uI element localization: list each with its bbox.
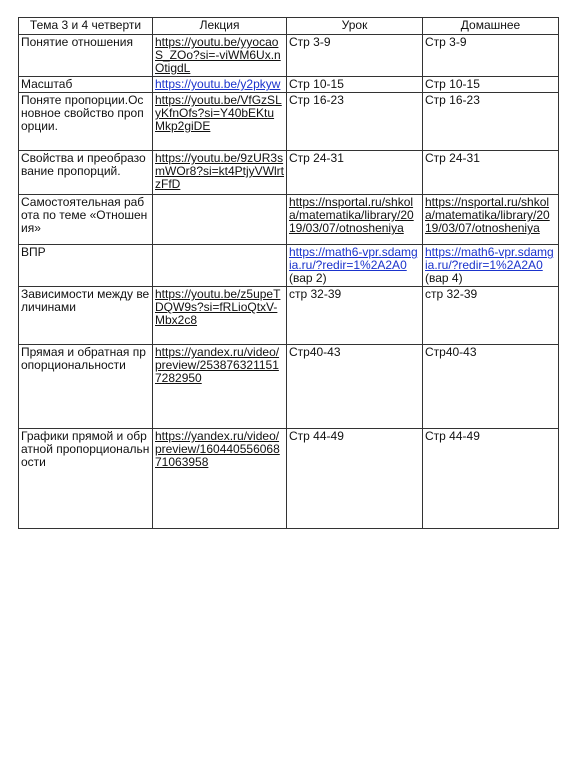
homework-cell: Стр 10-15 — [423, 77, 559, 93]
table-row — [19, 195, 559, 245]
lecture-cell — [153, 345, 287, 429]
lecture-cell — [153, 245, 287, 287]
topic-cell: Графики прямой и обратной пропорциональности — [19, 429, 153, 529]
topic-cell: Понятие отношения — [19, 35, 153, 77]
lecture-cell — [153, 93, 287, 151]
homework-link[interactable]: https://math6-vpr.sdamgia.ru/?redir=1%2A2A0 — [425, 245, 554, 272]
lecture-cell — [153, 77, 287, 93]
homework-cell: Стр 3-9 — [423, 35, 559, 77]
topic-cell: Масштаб — [19, 77, 153, 93]
table-row — [19, 77, 559, 93]
lesson-cell: Стр 24-31 — [287, 151, 423, 195]
lecture-link[interactable]: https://youtu.be/9zUR3smWOr8?si=kt4PtjyVWlrtzFfD — [155, 151, 285, 191]
table-row — [19, 245, 559, 287]
header-topic: Тема 3 и 4 четверти — [19, 18, 153, 35]
lesson-cell: Стр 44-49 — [287, 429, 423, 529]
header-lecture: Лекция — [153, 18, 287, 35]
homework-cell: Стр40-43 — [423, 345, 559, 429]
table-row — [19, 35, 559, 77]
table-row — [19, 93, 559, 151]
header-row — [19, 18, 559, 35]
lecture-link[interactable]: https://yandex.ru/video/preview/16044055606871063958 — [155, 429, 280, 469]
lecture-link[interactable]: https://youtu.be/y2pkyw — [155, 77, 281, 91]
lesson-link[interactable]: https://nsportal.ru/shkola/matematika/library/2019/03/07/otnosheniya — [289, 195, 414, 235]
lecture-link[interactable]: https://youtu.be/z5upeTDQW9s?si=fRLioQtxV-Mbx2c8 — [155, 287, 281, 327]
homework-cell: Стр 16-23 — [423, 93, 559, 151]
table-row — [19, 429, 559, 529]
lecture-link[interactable]: https://yandex.ru/video/preview/2538763211517282950 — [155, 345, 280, 385]
homework-cell — [423, 195, 559, 245]
lecture-cell — [153, 151, 287, 195]
topic-cell: Зависимости между величинами — [19, 287, 153, 345]
lesson-cell: стр 32-39 — [287, 287, 423, 345]
topic-cell: Прямая и обратная пропорциональности — [19, 345, 153, 429]
lecture-cell — [153, 287, 287, 345]
topic-cell: Самостоятельная работа по теме «Отношения» — [19, 195, 153, 245]
lesson-cell: Стр 10-15 — [287, 77, 423, 93]
lecture-link[interactable]: https://youtu.be/yyocaoS_ZOo?si=-viWM6Ux.nOtigdL — [155, 35, 281, 75]
table-row — [19, 345, 559, 429]
schedule-table — [18, 17, 559, 529]
lesson-cell — [287, 245, 423, 287]
lesson-cell: Стр 3-9 — [287, 35, 423, 77]
lecture-cell — [153, 35, 287, 77]
lesson-cell: Стр40-43 — [287, 345, 423, 429]
lecture-link[interactable]: https://youtu.be/VfGzSLyKfnOfs?si=Y40bEKtuMkp2giDE — [155, 93, 282, 133]
lecture-cell — [153, 195, 287, 245]
lesson-cell: Стр 16-23 — [287, 93, 423, 151]
lecture-cell — [153, 429, 287, 529]
lesson-link[interactable]: https://math6-vpr.sdamgia.ru/?redir=1%2A2A0 — [289, 245, 418, 272]
header-homework: Домашнее — [423, 18, 559, 35]
homework-cell: стр 32-39 — [423, 287, 559, 345]
lesson-cell — [287, 195, 423, 245]
table-row — [19, 151, 559, 195]
homework-link[interactable]: https://nsportal.ru/shkola/matematika/library/2019/03/07/otnosheniya — [425, 195, 550, 235]
table-row — [19, 287, 559, 345]
homework-cell: Стр 24-31 — [423, 151, 559, 195]
homework-cell — [423, 245, 559, 287]
header-lesson: Урок — [287, 18, 423, 35]
variant-note: (вар 4) — [425, 271, 463, 285]
topic-cell: Свойства и преобразование пропорций. — [19, 151, 153, 195]
topic-cell: ВПР — [19, 245, 153, 287]
variant-note: (вар 2) — [289, 271, 327, 285]
homework-cell: Стр 44-49 — [423, 429, 559, 529]
topic-cell: Поняте пропорции.Основное свойство пропорции. — [19, 93, 153, 151]
